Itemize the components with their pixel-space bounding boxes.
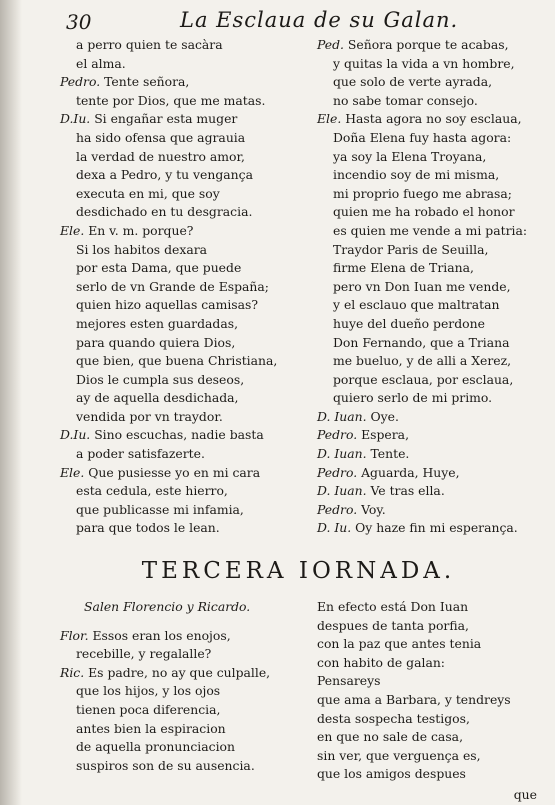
verse-text: mi proprio fuego me abrasa; [333,185,512,201]
verse-line [317,691,537,710]
speaker-label: D. Iuan. [317,446,367,462]
verse-line [60,738,275,757]
verse-text: que bien, que buena Christiana, [76,353,278,369]
verse-line [60,501,275,520]
verse-line [317,203,537,222]
verse-line [317,55,537,74]
speaker-label: Pedro. [317,427,358,443]
verse-line [60,627,275,646]
verse-text: con habito de galan: [317,654,445,670]
stage-direction: Salen Florencio y Ricardo. [84,599,251,615]
bottom-right-column [317,598,537,805]
verse-line [317,710,537,729]
verse-line [60,278,275,297]
verse-text: Don Fernando, que a Triana [333,334,510,350]
verse-line [317,426,537,445]
verse-text: y el esclauo que maltratan [333,297,500,313]
verse-line [60,36,275,55]
bottom-columns [60,598,537,805]
speaker-label: Pedro. [317,501,358,517]
verse-text: me bueluo, y de alli a Xerez, [333,353,512,369]
verse-text: Es padre, no ay que culpalle, [84,664,271,680]
speaker-label: D. Iuan. [317,483,367,499]
verse-line [317,92,537,111]
bottom-left-column [60,598,275,805]
verse-line [60,222,275,241]
verse-line [317,482,537,501]
verse-text: Pensareys [317,673,381,689]
verse-line [317,371,537,390]
verse-line [317,728,537,747]
verse-line [317,73,537,92]
speaker-label: Ric. [60,664,85,680]
verse-line [60,720,275,739]
verse-text: Que pusiesse yo en mi cara [84,464,261,480]
verse-text: Hasta agora no soy esclaua, [341,111,522,127]
verse-line [317,654,537,673]
verse-text: a poder satisfazerte. [76,446,205,462]
verse-text: el alma. [76,55,126,71]
verse-text: desdichado en tu desgracia. [76,204,253,220]
verse-text: Oy haze fin mi esperança. [351,520,518,536]
running-title: La Esclaua de su Galan. [180,8,459,32]
verse-text: esta cedula, este hierro, [76,483,228,499]
verse-line [317,765,537,784]
verse-line [317,519,537,538]
verse-line [317,185,537,204]
verse-text: no sabe tomar consejo. [333,92,478,108]
verse-line [60,148,275,167]
verse-line [317,241,537,260]
verse-text: Doña Elena fuy hasta agora: [333,129,512,145]
verse-line [317,334,537,353]
act-title: TERCERA IORNADA. [141,558,456,585]
verse-line [60,315,275,334]
verse-line [60,464,275,483]
verse-text: es quien me vende a mi patria: [333,222,528,238]
verse-text: desta sospecha testigos, [317,710,470,726]
verse-text: ha sido ofensa que agrauia [76,129,246,145]
speaker-label: D. Iu. [317,520,352,536]
page-number: 30 [66,10,92,34]
verse-text: Ve tras ella. [366,483,445,499]
verse-text: Si los habitos dexara [76,241,208,257]
verse-text: incendio soy de mi misma, [333,167,500,183]
verse-line [60,664,275,683]
verse-text: quiero serlo de mi primo. [333,390,493,406]
speaker-label: Pedro. [60,74,101,90]
verse-line [317,598,537,617]
verse-text: ya soy la Elena Troyana, [333,148,487,164]
verse-line [317,389,537,408]
verse-line [60,682,275,701]
speaker-label: Pedro. [317,464,358,480]
verse-text: Tente. [366,446,410,462]
verse-text: que los hijos, y los ojos [76,683,221,699]
verse-text: quien me ha robado el honor [333,204,515,220]
verse-line [317,501,537,520]
verse-text: executa en mi, que soy [76,185,220,201]
verse-text: firme Elena de Triana, [333,260,474,276]
verse-line [60,296,275,315]
verse-line [60,389,275,408]
page-gutter [0,0,22,805]
verse-line [317,747,537,766]
verse-text: vendida por vn traydor. [76,408,223,424]
verse-text: con la paz que antes tenia [317,636,482,652]
verse-line [60,55,275,74]
speaker-label: Ele. [60,464,85,480]
verse-text: huye del dueño perdone [333,315,485,331]
verse-text: serlo de vn Grande de España; [76,278,269,294]
speaker-label: D.Iu. [60,111,91,127]
verse-text: a perro quien te sacàra [76,37,223,52]
verse-line [60,408,275,427]
verse-text: dexa a Pedro, y tu vengança [76,167,253,183]
verse-text: por esta Dama, que puede [76,260,242,276]
verse-text: suspiros son de su ausencia. [76,757,255,773]
verse-text: la verdad de nuestro amor, [76,148,245,164]
verse-line [60,334,275,353]
page-header [60,6,537,36]
verse-line [60,645,275,664]
verse-line [60,371,275,390]
verse-line [60,203,275,222]
verse-line [317,672,537,691]
verse-line [317,296,537,315]
verse-line [317,352,537,371]
verse-text: mejores esten guardadas, [76,315,239,331]
verse-line [60,129,275,148]
verse-text: En efecto está Don Iuan [317,599,469,615]
verse-text: para que todos le lean. [76,520,220,536]
verse-text: que solo de verte ayrada, [333,74,493,90]
verse-line [60,757,275,776]
verse-line [317,315,537,334]
verse-line [317,259,537,278]
verse-line [317,635,537,654]
verse-text: ay de aquella desdichada, [76,390,239,406]
bottom-left-lines [60,627,275,776]
verse-text: y quitas la vida a vn hombre, [333,55,515,71]
verse-text: Sino escuchas, nadie basta [90,427,264,443]
verse-line [317,110,537,129]
verse-text: Señora porque te acabas, [343,37,509,52]
verse-line [60,482,275,501]
bottom-right-lines [317,598,537,784]
verse-text: pero vn Don Iuan me vende, [333,278,511,294]
speaker-label: D.Iu. [60,427,91,443]
verse-line [317,148,537,167]
verse-text: que ama a Barbara, y tendreys [317,692,511,707]
verse-line [60,92,275,111]
verse-line [60,185,275,204]
top-columns [60,36,537,538]
speaker-label: Flor. [60,627,89,643]
verse-text: recebille, y regalalle? [76,646,212,662]
verse-text: tente por Dios, que me matas. [76,92,266,108]
speaker-label: Ped. [317,37,344,52]
verse-line [60,701,275,720]
verse-line [60,259,275,278]
verse-text: Dios le cumpla sus deseos, [76,371,245,387]
verse-line [60,426,275,445]
verse-line [317,166,537,185]
verse-line [317,278,537,297]
top-left-column [60,36,278,538]
verse-text: quien hizo aquellas camisas? [76,297,259,313]
verse-line [60,241,275,260]
verse-text: Traydor Paris de Seuilla, [333,241,489,257]
top-right-column [317,36,537,538]
verse-line [317,445,537,464]
verse-line [317,408,537,427]
verse-text: en que no sale de casa, [317,729,464,745]
verse-line [60,166,275,185]
verse-text: para quando quiera Dios, [76,334,236,350]
verse-text: En v. m. porque? [84,222,194,238]
verse-line [317,222,537,241]
verse-line [60,73,275,92]
verse-text: que los amigos despues [317,766,466,782]
verse-line [317,36,537,55]
verse-text: sin ver, que verguença es, [317,747,481,763]
verse-line [60,352,278,371]
speaker-label: D. Iuan. [317,408,367,424]
verse-text: Voy. [357,501,386,517]
catchword: que [513,786,537,802]
verse-line [60,519,275,538]
verse-text: Aguarda, Huye, [357,464,460,480]
speaker-label: Ele. [317,111,342,127]
verse-text: Si engañar esta muger [90,111,238,127]
verse-text: de aquella pronunciacion [76,739,235,755]
verse-line [60,110,275,129]
verse-line [317,617,537,636]
verse-line [317,464,537,483]
verse-text: que publicasse mi infamia, [76,501,244,517]
verse-text: Oye. [366,408,399,424]
verse-text: despues de tanta porfia, [317,617,469,633]
verse-text: Essos eran los enojos, [88,627,231,643]
verse-text: antes bien la espiracion [76,720,226,736]
speaker-label: Ele. [60,222,85,238]
verse-text: Espera, [357,427,410,443]
verse-text: Tente señora, [100,74,190,90]
verse-line [60,445,275,464]
verse-line [317,129,537,148]
verse-text: porque esclaua, por esclaua, [333,371,514,387]
verse-text: tienen poca diferencia, [76,702,221,717]
